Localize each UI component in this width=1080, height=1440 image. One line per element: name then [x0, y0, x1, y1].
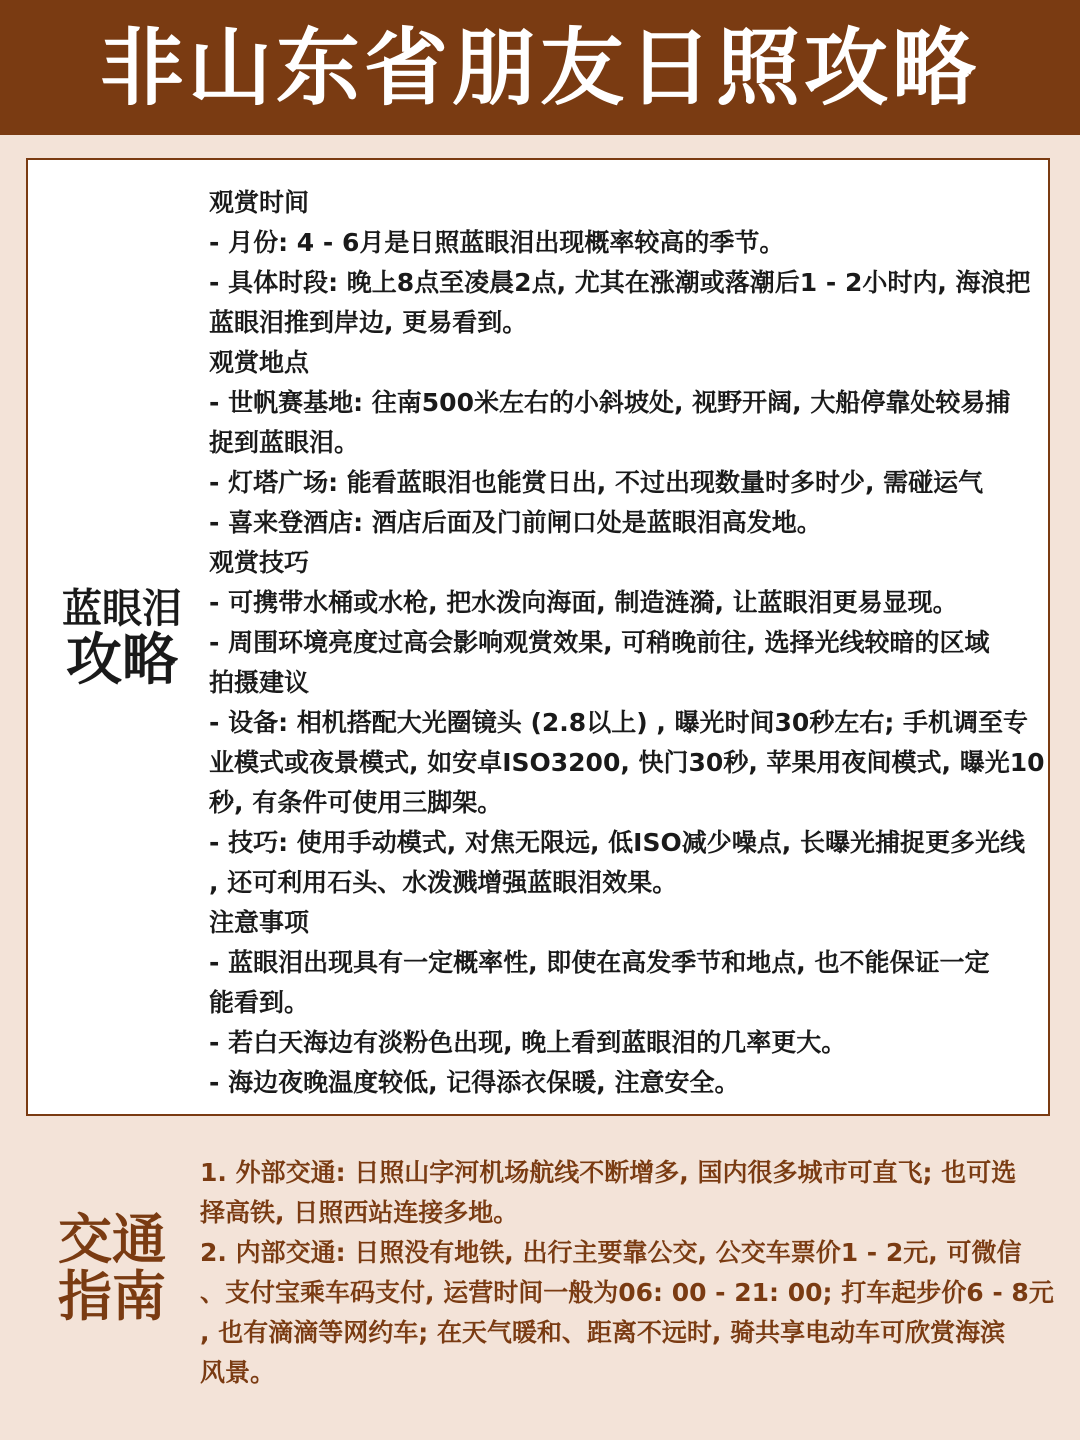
- transport-line: 择高铁, 日照西站连接多地。: [200, 1198, 519, 1227]
- guide-line: - 蓝眼泪出现具有一定概率性, 即使在高发季节和地点, 也不能保证一定: [209, 948, 990, 977]
- guide-line: 观赏技巧: [209, 548, 310, 577]
- guide-line: - 周围环境亮度过高会影响观赏效果, 可稍晚前往, 选择光线较暗的区域: [209, 628, 990, 657]
- guide-line: 业模式或夜景模式, 如安卓ISO3200, 快门30秒, 苹果用夜间模式, 曝光10: [209, 748, 1045, 777]
- transport-line: 2. 内部交通: 日照没有地铁, 出行主要靠公交, 公交车票价1 - 2元, 可微信: [200, 1238, 1022, 1267]
- transport-line: , 也有滴滴等网约车; 在天气暖和、距离不远时, 骑共享电动车可欣赏海滨: [200, 1318, 1006, 1347]
- section-label-line1: 蓝眼泪: [62, 586, 182, 632]
- blue-tears-guide-body: [209, 183, 1045, 1103]
- guide-line: 捉到蓝眼泪。: [209, 428, 360, 457]
- guide-line: - 可携带水桶或水枪, 把水泼向海面, 制造涟漪, 让蓝眼泪更易显现。: [209, 588, 958, 617]
- guide-line: , 还可利用石头、水泼溅增强蓝眼泪效果。: [209, 868, 678, 897]
- guide-line: - 世帆赛基地: 往南500米左右的小斜坡处, 视野开阔, 大船停靠处较易捕: [209, 388, 1011, 417]
- transport-line: 1. 外部交通: 日照山字河机场航线不断增多, 国内很多城市可直飞; 也可选: [200, 1158, 1017, 1187]
- guide-line: 蓝眼泪推到岸边, 更易看到。: [209, 308, 528, 337]
- guide-line: 能看到。: [209, 988, 310, 1017]
- transport-line: 、支付宝乘车码支付, 运营时间一般为06: 00 - 21: 00; 打车起步价6 - 8元: [200, 1278, 1054, 1307]
- guide-line: - 具体时段: 晚上8点至凌晨2点, 尤其在涨潮或落潮后1 - 2小时内, 海浪把: [209, 268, 1031, 297]
- section-label-line1: 交通: [58, 1208, 166, 1271]
- page-title: 非山东省朋友日照攻略: [99, 18, 980, 117]
- guide-line: - 设备: 相机搭配大光圈镜头 (2.8以上) , 曝光时间30秒左右; 手机调至专: [209, 708, 1029, 737]
- section-label-line2: 攻略: [66, 628, 178, 693]
- transport-guide-label: [52, 1208, 172, 1328]
- header-banner: [0, 0, 1080, 135]
- guide-line: - 月份: 4 - 6月是日照蓝眼泪出现概率较高的季节。: [209, 228, 785, 257]
- guide-line: 观赏时间: [209, 188, 310, 217]
- transport-line: 风景。: [200, 1358, 276, 1387]
- guide-line: 秒, 有条件可使用三脚架。: [209, 788, 503, 817]
- guide-line: 拍摄建议: [209, 668, 310, 697]
- blue-tears-guide-label: [62, 588, 182, 691]
- guide-line: - 喜来登酒店: 酒店后面及门前闸口处是蓝眼泪高发地。: [209, 508, 822, 537]
- blue-tears-guide-card: [26, 158, 1050, 1116]
- transport-guide-body: [200, 1153, 1054, 1393]
- guide-line: - 若白天海边有淡粉色出现, 晚上看到蓝眼泪的几率更大。: [209, 1028, 847, 1057]
- guide-line: - 技巧: 使用手动模式, 对焦无限远, 低ISO减少噪点, 长曝光捕捉更多光线: [209, 828, 1025, 857]
- section-label-line2: 指南: [58, 1264, 166, 1328]
- guide-line: 观赏地点: [209, 348, 310, 377]
- guide-line: - 海边夜晚温度较低, 记得添衣保暖, 注意安全。: [209, 1068, 740, 1097]
- guide-line: - 灯塔广场: 能看蓝眼泪也能赏日出, 不过出现数量时多时少, 需碰运气: [209, 468, 984, 497]
- guide-line: 注意事项: [209, 908, 310, 937]
